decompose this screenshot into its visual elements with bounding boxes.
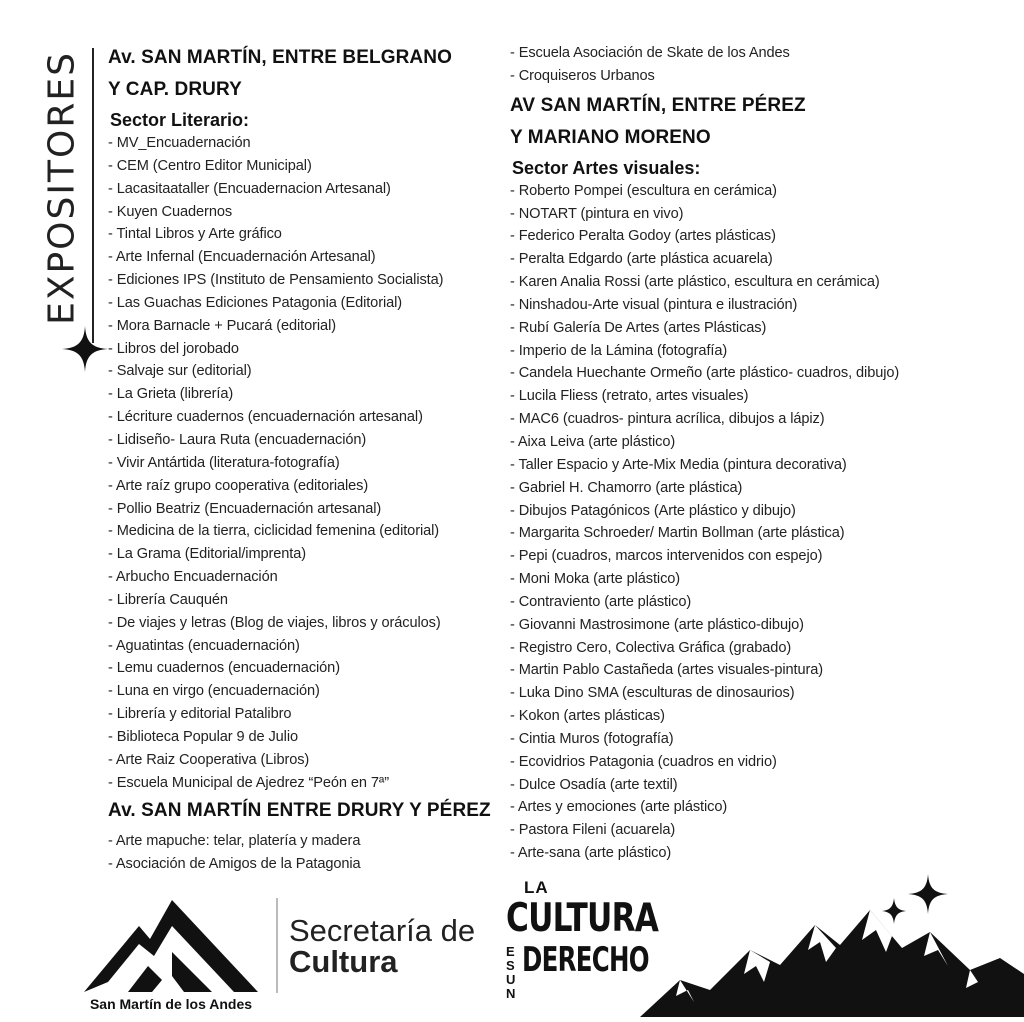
list-item: - Pepi (cuadros, marcos intervenidos con espejo) [510, 548, 823, 565]
list-item: - Luka Dino SMA (esculturas de dinosaurios) [510, 685, 795, 702]
list-item: - Gabriel H. Chamorro (arte plástica) [510, 479, 743, 496]
list-item: - Dibujos Patagónicos (Arte plástico y dibujo) [510, 502, 796, 519]
list-item: - Kokon (artes plásticas) [510, 708, 665, 725]
list-item: - Ninshadou-Arte visual (pintura e ilustración) [510, 296, 798, 313]
list-item: - Lemu cuadernos (encuadernación) [108, 660, 340, 677]
list-item: - Libros del jorobado [108, 340, 239, 357]
exhibitor-list [108, 132, 508, 794]
secretaria-logo [289, 915, 475, 977]
list-item: - Arte Raiz Cooperativa (Libros) [108, 751, 310, 768]
section-belgrano-drury [108, 42, 508, 794]
footer [0, 870, 1024, 1017]
list-item: - De viajes y letras (Blog de viajes, libros y oráculos) [108, 614, 441, 631]
list-item: - Contraviento (arte plástico) [510, 593, 692, 610]
sparkle-icon [882, 874, 948, 924]
list-item: - Kuyen Cuadernos [108, 203, 233, 220]
list-item: - Arbucho Encuadernación [108, 569, 278, 586]
list-item: - Giovanni Mastrosimone (arte plástico-dibujo) [510, 616, 804, 633]
list-item: - Vivir Antártida (literatura-fotografía) [108, 454, 340, 471]
section-title-line2: Y MARIANO MORENO [510, 126, 711, 148]
sector-heading: Sector Literario: [110, 110, 250, 130]
list-item: - La Grieta (librería) [108, 386, 234, 403]
sparkle-icon [62, 326, 108, 372]
list-item: - Lacasitaataller (Encuadernacion Artesanal) [108, 180, 391, 197]
section-drury-perez [108, 796, 508, 876]
footer-divider [276, 898, 278, 993]
list-item: - Tintal Libros y Arte gráfico [108, 226, 282, 243]
section-title-line1: AV SAN MARTÍN, ENTRE PÉREZ [510, 94, 806, 116]
list-item: - Imperio de la Lámina (fotografía) [510, 342, 728, 359]
list-item: - CEM (Centro Editor Municipal) [108, 157, 312, 174]
section-perez-moreno [510, 90, 1010, 865]
list-item: - Escuela Municipal de Ajedrez “Peón en 7ª” [108, 774, 389, 791]
list-item: - Lidiseño- Laura Ruta (encuadernación) [108, 431, 367, 448]
list-item: - Roberto Pompei (escultura en cerámica) [510, 182, 777, 199]
list-item: - Lucila Fliess (retrato, artes visuales) [510, 388, 749, 405]
section-title-line1: Av. SAN MARTÍN, ENTRE BELGRANO [108, 47, 452, 68]
list-item: - Karen Analia Rossi (arte plástico, escultura en cerámica) [510, 274, 880, 291]
list-item: - Medicina de la tierra, ciclicidad femenina (editorial) [108, 523, 440, 540]
list-item: - Pollio Beatriz (Encuadernación artesanal) [108, 500, 382, 517]
left-column [108, 42, 508, 876]
municipality-name: San Martín de los Andes [89, 996, 253, 1012]
section-title-line2: Y CAP. DRURY [108, 79, 242, 100]
section-title: Av. SAN MARTÍN ENTRE DRURY Y PÉREZ [108, 800, 491, 822]
list-item: - Asociación de Amigos de la Patagonia [108, 856, 361, 873]
list-item: - Aguatintas (encuadernación) [108, 637, 300, 654]
list-item: - Dulce Osadía (arte textil) [510, 776, 678, 793]
mountain-range-icon [640, 910, 1024, 1017]
right-column [510, 42, 1010, 865]
list-item: - Registro Cero, Colectiva Gráfica (grabado) [510, 639, 792, 656]
slogan-logo [504, 878, 659, 1001]
mountains-illustration [640, 870, 1024, 1017]
list-item: - Federico Peralta Godoy (artes plásticas) [510, 228, 776, 245]
list-item: - Candela Huechante Ormeño (arte plástico- cuadros, dibujo) [510, 365, 900, 382]
list-item: - Salvaje sur (editorial) [108, 363, 252, 380]
slogan-es-un: ES UN [506, 944, 516, 1001]
mountain-logo-icon [84, 896, 258, 994]
list-item: - NOTART (pintura en vivo) [510, 205, 684, 222]
list-item: - Taller Espacio y Arte-Mix Media (pintura decorativa) [510, 456, 847, 473]
list-item: - Arte mapuche: telar, platería y madera [108, 833, 361, 850]
vertical-title [37, 51, 87, 325]
municipality-logo [76, 896, 266, 1012]
list-item: - MV_Encuadernación [108, 135, 251, 151]
list-item: - Peralta Edgardo (arte plástica acuarela) [510, 251, 773, 268]
list-item: - Croquiseros Urbanos [510, 67, 655, 84]
list-item: - Pastora Fileni (acuarela) [510, 822, 676, 839]
list-item: - La Grama (Editorial/imprenta) [108, 546, 307, 563]
list-item: - Biblioteca Popular 9 de Julio [108, 728, 298, 745]
list-item: - Arte-sana (arte plástico) [510, 845, 672, 862]
list-item: - Artes y emociones (arte plástico) [510, 799, 728, 816]
list-item: - Moni Moka (arte plástico) [510, 571, 681, 588]
slogan-derecho: DERECHO [522, 940, 649, 980]
sector-heading: Sector Artes visuales: [512, 157, 701, 178]
list-item: - Mora Barnacle + Pucará (editorial) [108, 317, 336, 334]
secretaria-line1: Secretaría de [289, 913, 476, 948]
list-item: - Librería Cauquén [108, 591, 228, 608]
exhibitor-list-continued [510, 42, 1010, 88]
list-item: - Escuela Asociación de Skate de los Andes [510, 45, 790, 61]
slogan-la: LA [524, 878, 549, 897]
list-item: - Rubí Galería De Artes (artes Plásticas) [510, 319, 767, 336]
expositores-heading: EXPOSITORES [41, 51, 83, 325]
list-item: - MAC6 (cuadros- pintura acrílica, dibujos a lápiz) [510, 411, 825, 428]
list-item: - Ecovidrios Patagonia (cuadros en vidrio) [510, 753, 777, 770]
slogan-cultura: CULTURA [506, 896, 659, 941]
list-item: - Cintia Muros (fotografía) [510, 730, 674, 747]
list-item: - Aixa Leiva (arte plástico) [510, 433, 676, 450]
list-item: - Luna en virgo (encuadernación) [108, 683, 320, 700]
secretaria-line2: Cultura [289, 944, 398, 979]
title-divider-line [92, 48, 94, 343]
list-item: - Margarita Schroeder/ Martin Bollman (arte plástica) [510, 525, 845, 542]
list-item: - Martin Pablo Castañeda (artes visuales-pintura) [510, 662, 824, 679]
list-item: - Librería y editorial Patalibro [108, 706, 292, 723]
list-item: - Ediciones IPS (Instituto de Pensamiento Socialista) [108, 272, 444, 289]
exhibitor-list [510, 180, 1010, 865]
list-item: - Arte Infernal (Encuadernación Artesanal) [108, 249, 376, 266]
list-item: - Las Guachas Ediciones Patagonia (Editorial) [108, 294, 403, 311]
list-item: - Arte raíz grupo cooperativa (editoriales) [108, 477, 369, 494]
list-item: - Lécriture cuadernos (encuadernación artesanal) [108, 409, 423, 426]
